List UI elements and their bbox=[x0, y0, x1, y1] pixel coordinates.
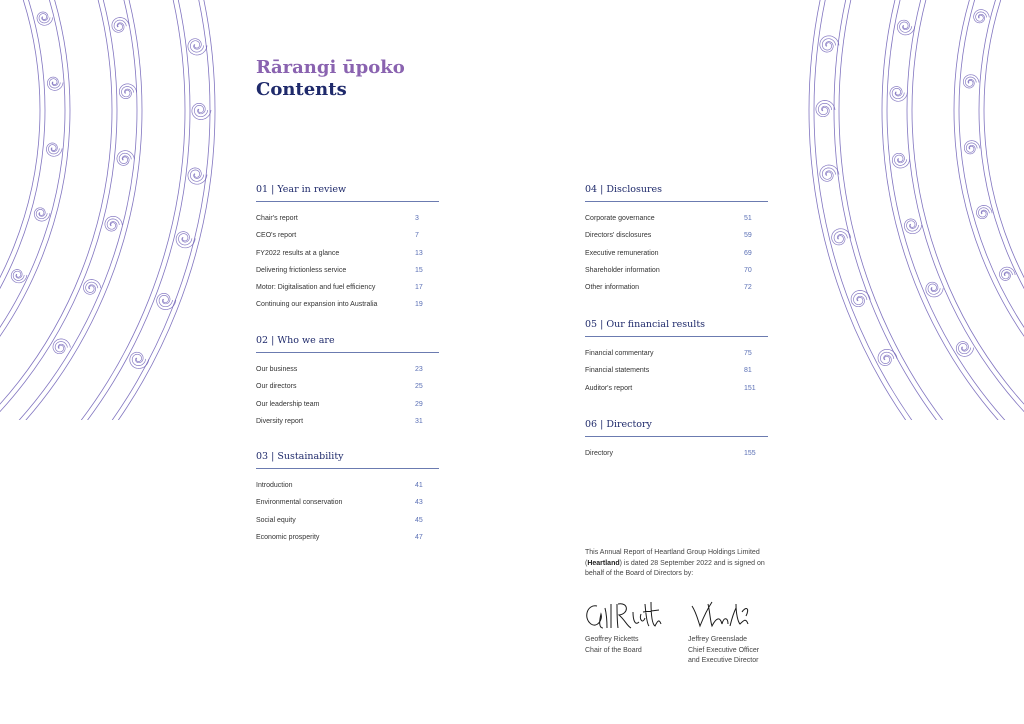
toc-row[interactable]: Directory 155 bbox=[585, 450, 756, 457]
koru-pattern-left bbox=[0, 0, 225, 420]
toc-section-04 bbox=[585, 184, 768, 296]
koru-motif bbox=[49, 79, 60, 88]
signatory-name: Jeffrey Greenslade bbox=[688, 636, 748, 643]
koru-motif bbox=[904, 219, 921, 234]
koru-motif bbox=[926, 282, 943, 297]
signatory-2 bbox=[688, 635, 759, 667]
koru-motif bbox=[157, 293, 176, 309]
section-heading: 06 | Directory bbox=[585, 419, 768, 437]
koru-motif bbox=[13, 271, 24, 280]
page-title-block bbox=[256, 57, 405, 101]
signature-geoffrey-ricketts bbox=[583, 598, 663, 634]
toc-row[interactable]: Financial statements 81 bbox=[585, 367, 752, 375]
koru-motif bbox=[974, 10, 990, 23]
toc-row[interactable]: Other information 72 bbox=[585, 284, 752, 292]
signing-statement: This Annual Report of Heartland Group Holdings Limited (Heartland) is dated 28 September 2022 and is signed on behalf of the Board of Directors by: bbox=[585, 549, 765, 577]
koru-motif bbox=[956, 342, 973, 357]
koru-motif bbox=[176, 232, 195, 248]
koru-motif bbox=[47, 77, 63, 90]
koru-motif bbox=[119, 153, 131, 163]
koru-motif bbox=[895, 155, 907, 165]
section-heading: 05 | Our financial results bbox=[585, 319, 768, 337]
koru-motif bbox=[834, 232, 847, 243]
koru-motif bbox=[965, 77, 976, 86]
koru-motif bbox=[976, 12, 987, 21]
koru-motif bbox=[34, 208, 50, 221]
section-heading: 02 | Who we are bbox=[256, 335, 439, 353]
toc-section-02 bbox=[256, 335, 439, 430]
koru-motif bbox=[39, 14, 50, 23]
koru-motif bbox=[978, 208, 989, 217]
koru-motif bbox=[192, 103, 211, 119]
koru-motif bbox=[976, 205, 992, 218]
koru-motif bbox=[117, 151, 134, 166]
koru-pattern-right bbox=[789, 0, 1024, 420]
toc-row[interactable]: CEO's report 7 bbox=[256, 232, 419, 240]
toc-section-05 bbox=[585, 319, 768, 397]
koru-motif bbox=[188, 168, 207, 184]
toc-row[interactable]: Our business 23 bbox=[256, 366, 423, 373]
koru-motif bbox=[48, 145, 59, 154]
koru-motif bbox=[851, 290, 870, 306]
page-title: Contents bbox=[256, 79, 347, 100]
koru-motif bbox=[122, 87, 134, 97]
toc-row[interactable]: Our directors 25 bbox=[256, 383, 423, 391]
toc-row[interactable]: Delivering frictionless service 15 bbox=[256, 266, 423, 274]
koru-motif bbox=[818, 103, 831, 114]
koru-motif bbox=[119, 84, 136, 99]
toc-row[interactable]: Corporate governance 51 bbox=[585, 215, 752, 222]
toc-row[interactable]: Diversity report 31 bbox=[256, 417, 423, 425]
koru-motif bbox=[816, 100, 835, 116]
koru-motif bbox=[963, 75, 979, 88]
koru-motif bbox=[822, 168, 835, 179]
koru-motif bbox=[907, 221, 919, 231]
toc-row[interactable]: Shareholder information 70 bbox=[585, 266, 752, 274]
koru-motif bbox=[822, 39, 835, 50]
toc-row[interactable]: Executive remuneration 69 bbox=[585, 249, 752, 257]
toc-row[interactable]: Introduction 41 bbox=[256, 482, 423, 489]
koru-motif bbox=[11, 270, 27, 283]
koru-motif bbox=[36, 209, 47, 218]
signatory-role: Chief Executive Officer bbox=[688, 646, 760, 654]
signatory-1 bbox=[585, 635, 642, 656]
koru-motif bbox=[890, 87, 907, 102]
koru-motif bbox=[854, 293, 867, 304]
koru-motif bbox=[928, 284, 940, 294]
toc-row[interactable]: Economic prosperity 47 bbox=[256, 533, 423, 541]
koru-motif bbox=[190, 41, 203, 52]
toc-row[interactable]: FY2022 results at a glance 13 bbox=[256, 249, 423, 257]
toc-row[interactable]: Auditor's report 151 bbox=[585, 384, 756, 392]
signature-jeffrey-greenslade bbox=[686, 598, 756, 634]
koru-motif bbox=[892, 153, 909, 168]
koru-motif bbox=[83, 280, 100, 295]
toc-section-01 bbox=[256, 184, 439, 314]
koru-motif bbox=[892, 88, 904, 98]
koru-motif bbox=[105, 216, 122, 231]
koru-motif bbox=[46, 143, 62, 156]
toc-section-06 bbox=[585, 419, 768, 462]
koru-motif bbox=[1000, 267, 1016, 280]
toc-section-03 bbox=[256, 451, 439, 546]
koru-motif bbox=[878, 349, 897, 365]
koru-motif bbox=[190, 170, 203, 181]
koru-motif bbox=[820, 36, 839, 52]
signatory-name: Geoffrey Ricketts bbox=[585, 636, 639, 643]
koru-motif bbox=[1002, 270, 1013, 279]
page-title-maori: Rārangi ūpoko bbox=[256, 57, 405, 78]
koru-motif bbox=[107, 219, 119, 229]
koru-motif bbox=[900, 22, 912, 32]
koru-motif bbox=[55, 342, 67, 352]
koru-motif bbox=[966, 143, 977, 152]
toc-row[interactable]: Directors' disclosures 59 bbox=[585, 232, 752, 240]
toc-row[interactable]: Financial commentary 75 bbox=[585, 350, 752, 357]
koru-motif bbox=[132, 354, 145, 365]
signatory-role: Chair of the Board bbox=[585, 646, 642, 654]
koru-motif bbox=[897, 20, 914, 35]
koru-motif bbox=[86, 282, 98, 292]
koru-motif bbox=[159, 295, 172, 306]
koru-motif bbox=[964, 141, 980, 154]
toc-row[interactable]: Social equity 45 bbox=[256, 516, 423, 524]
section-heading: 03 | Sustainability bbox=[256, 451, 439, 469]
koru-motif bbox=[179, 234, 192, 245]
koru-motif bbox=[188, 39, 207, 55]
toc-row[interactable]: Motor: Digitalisation and fuel efficiency 17 bbox=[256, 284, 423, 292]
toc-row[interactable]: Environmental conservation 43 bbox=[256, 499, 423, 507]
koru-motif bbox=[194, 105, 207, 116]
toc-row[interactable]: Our leadership team 29 bbox=[256, 400, 423, 408]
toc-row[interactable]: Chair's report 3 bbox=[256, 215, 419, 222]
section-heading: 01 | Year in review bbox=[256, 184, 439, 202]
section-heading: 04 | Disclosures bbox=[585, 184, 768, 202]
toc-row[interactable]: Continuing our expansion into Australia 19 bbox=[256, 301, 423, 309]
koru-motif bbox=[959, 343, 971, 353]
koru-motif bbox=[112, 18, 129, 33]
koru-motif bbox=[880, 352, 893, 363]
koru-motif bbox=[130, 352, 149, 368]
koru-motif bbox=[114, 20, 126, 30]
koru-motif bbox=[53, 339, 70, 354]
signatory-role-2: and Executive Director bbox=[688, 657, 759, 664]
koru-motif bbox=[820, 165, 839, 181]
koru-motif bbox=[37, 12, 53, 25]
koru-motif bbox=[832, 229, 851, 245]
